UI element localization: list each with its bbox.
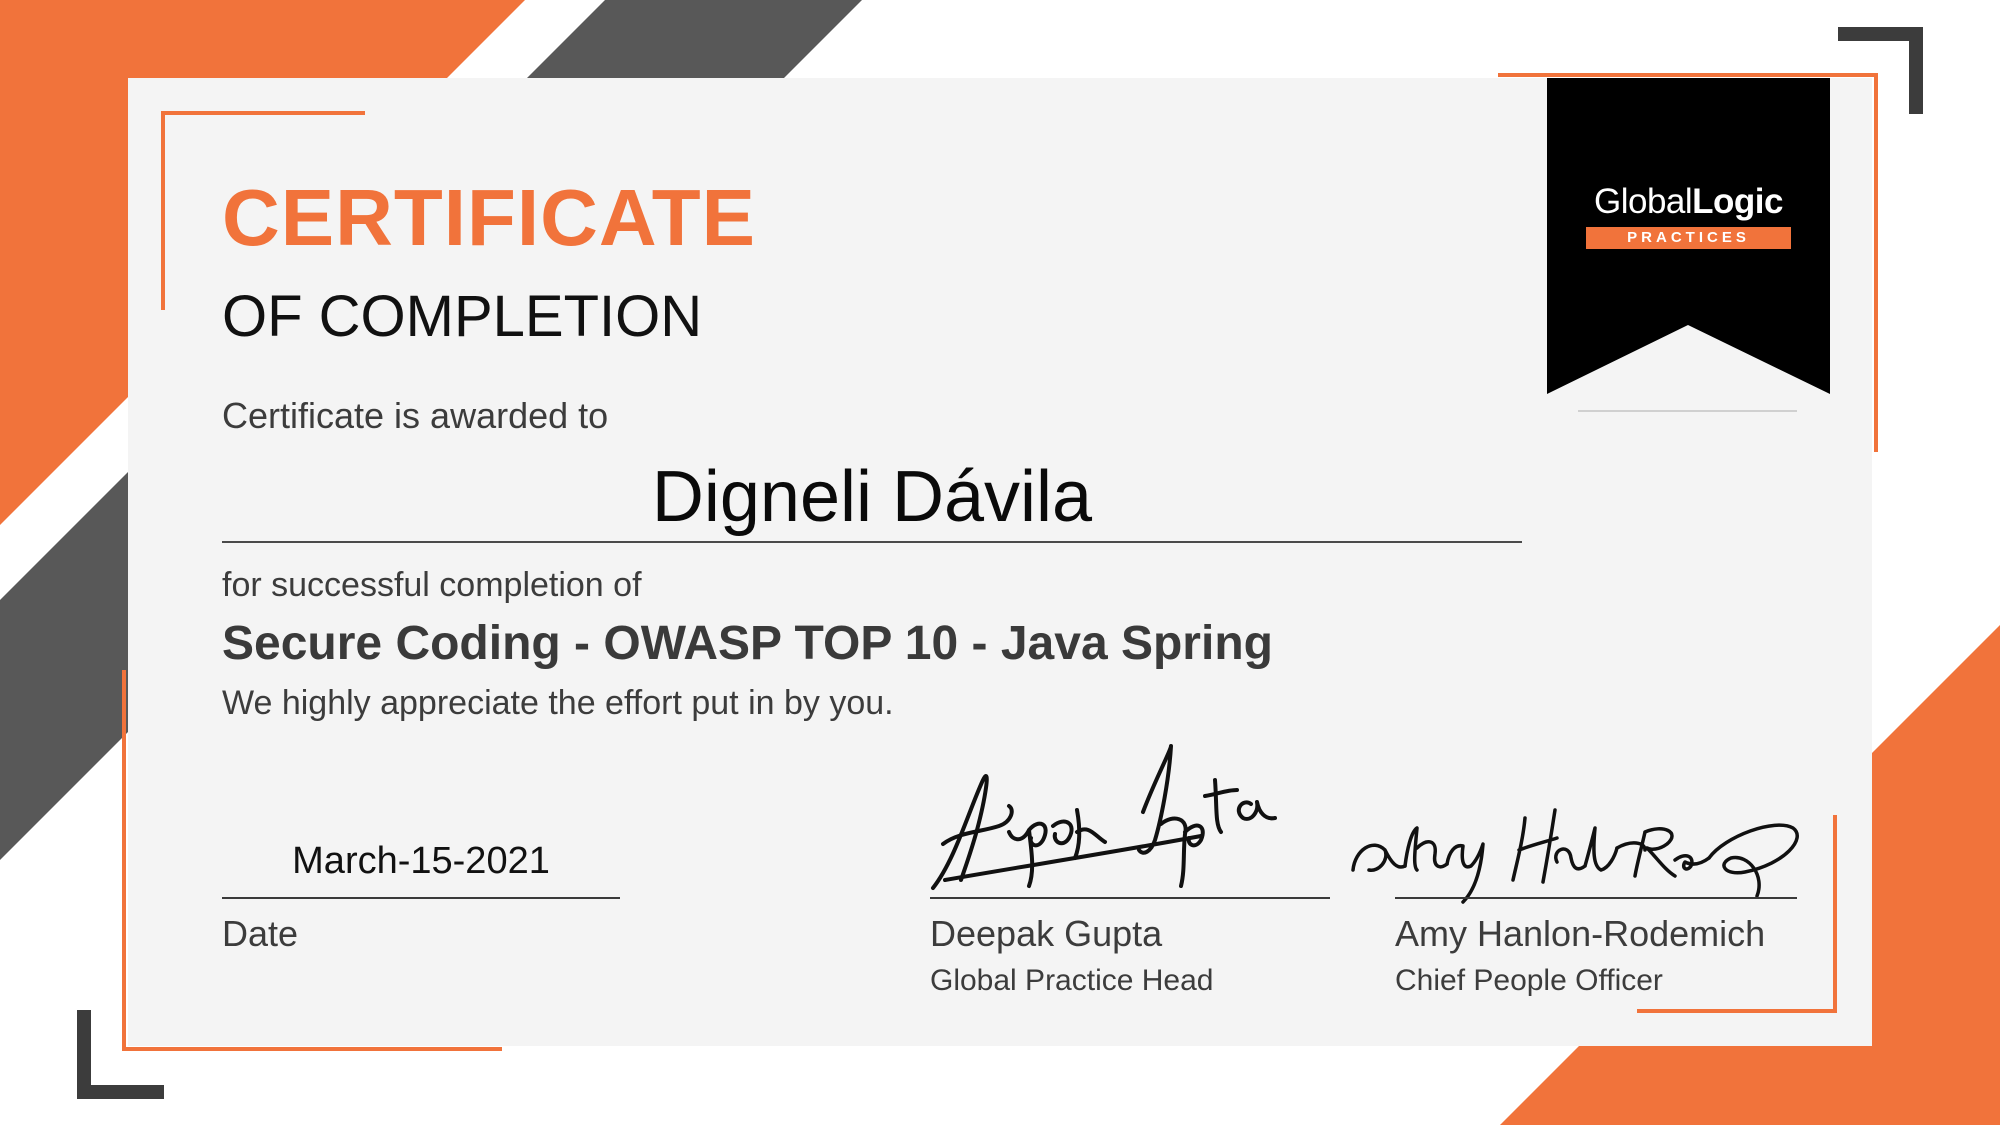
awarded-text: Certificate is awarded to — [222, 395, 609, 436]
date-line — [222, 897, 620, 899]
recipient-underline — [222, 541, 1522, 543]
brand-logo-subtitle: PRACTICES — [1627, 229, 1750, 246]
signer-name-2: Amy Hanlon-Rodemich — [1395, 913, 1766, 954]
date-value: March-15-2021 — [292, 840, 550, 882]
appreciation-text: We highly appreciate the effort put in by you. — [222, 684, 894, 722]
signer-role-1: Global Practice Head — [930, 964, 1214, 997]
brand-logo-light: Global — [1594, 182, 1693, 221]
date-label: Date — [222, 913, 299, 954]
recipient-name: Digneli Dávila — [651, 457, 1093, 537]
signature-deepak-gupta — [925, 740, 1325, 900]
completion-text: for successful completion of — [222, 566, 642, 604]
signature-line-1 — [930, 897, 1330, 899]
certificate-title: CERTIFICATE — [222, 173, 756, 262]
signature-line-2 — [1395, 897, 1797, 899]
signer-role-2: Chief People Officer — [1395, 964, 1663, 997]
brand-logo — [1547, 184, 1830, 219]
signer-name-1: Deepak Gupta — [930, 913, 1163, 954]
course-name: Secure Coding - OWASP TOP 10 - Java Spring — [222, 617, 1273, 670]
signature-amy-hanlon-rodemich — [1345, 780, 1825, 905]
certificate-subtitle: OF COMPLETION — [222, 284, 703, 349]
brand-logo-bold: Logic — [1692, 182, 1783, 221]
